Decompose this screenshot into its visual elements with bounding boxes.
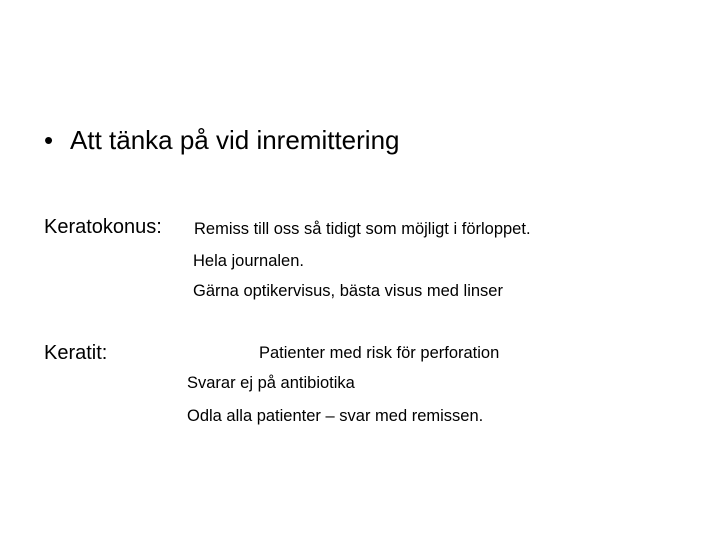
keratit-line-2: Svarar ej på antibiotika xyxy=(187,374,355,392)
slide-heading xyxy=(44,122,400,158)
keratokonus-line-2: Hela journalen. xyxy=(193,252,304,270)
keratokonus-line-3: Gärna optikervisus, bästa visus med linser xyxy=(193,282,503,300)
keratit-line-1: Patienter med risk för perforation xyxy=(259,344,500,362)
bullet-icon: • xyxy=(44,125,54,155)
section-label-keratokonus: Keratokonus: xyxy=(44,216,162,238)
keratokonus-line-1: Remiss till oss så tidigt som möjligt i förloppet. xyxy=(194,220,531,238)
section-label-keratit: Keratit: xyxy=(44,342,108,364)
keratit-line-3: Odla alla patienter – svar med remissen. xyxy=(187,407,484,425)
heading-text: Att tänka på vid inremittering xyxy=(70,125,400,155)
